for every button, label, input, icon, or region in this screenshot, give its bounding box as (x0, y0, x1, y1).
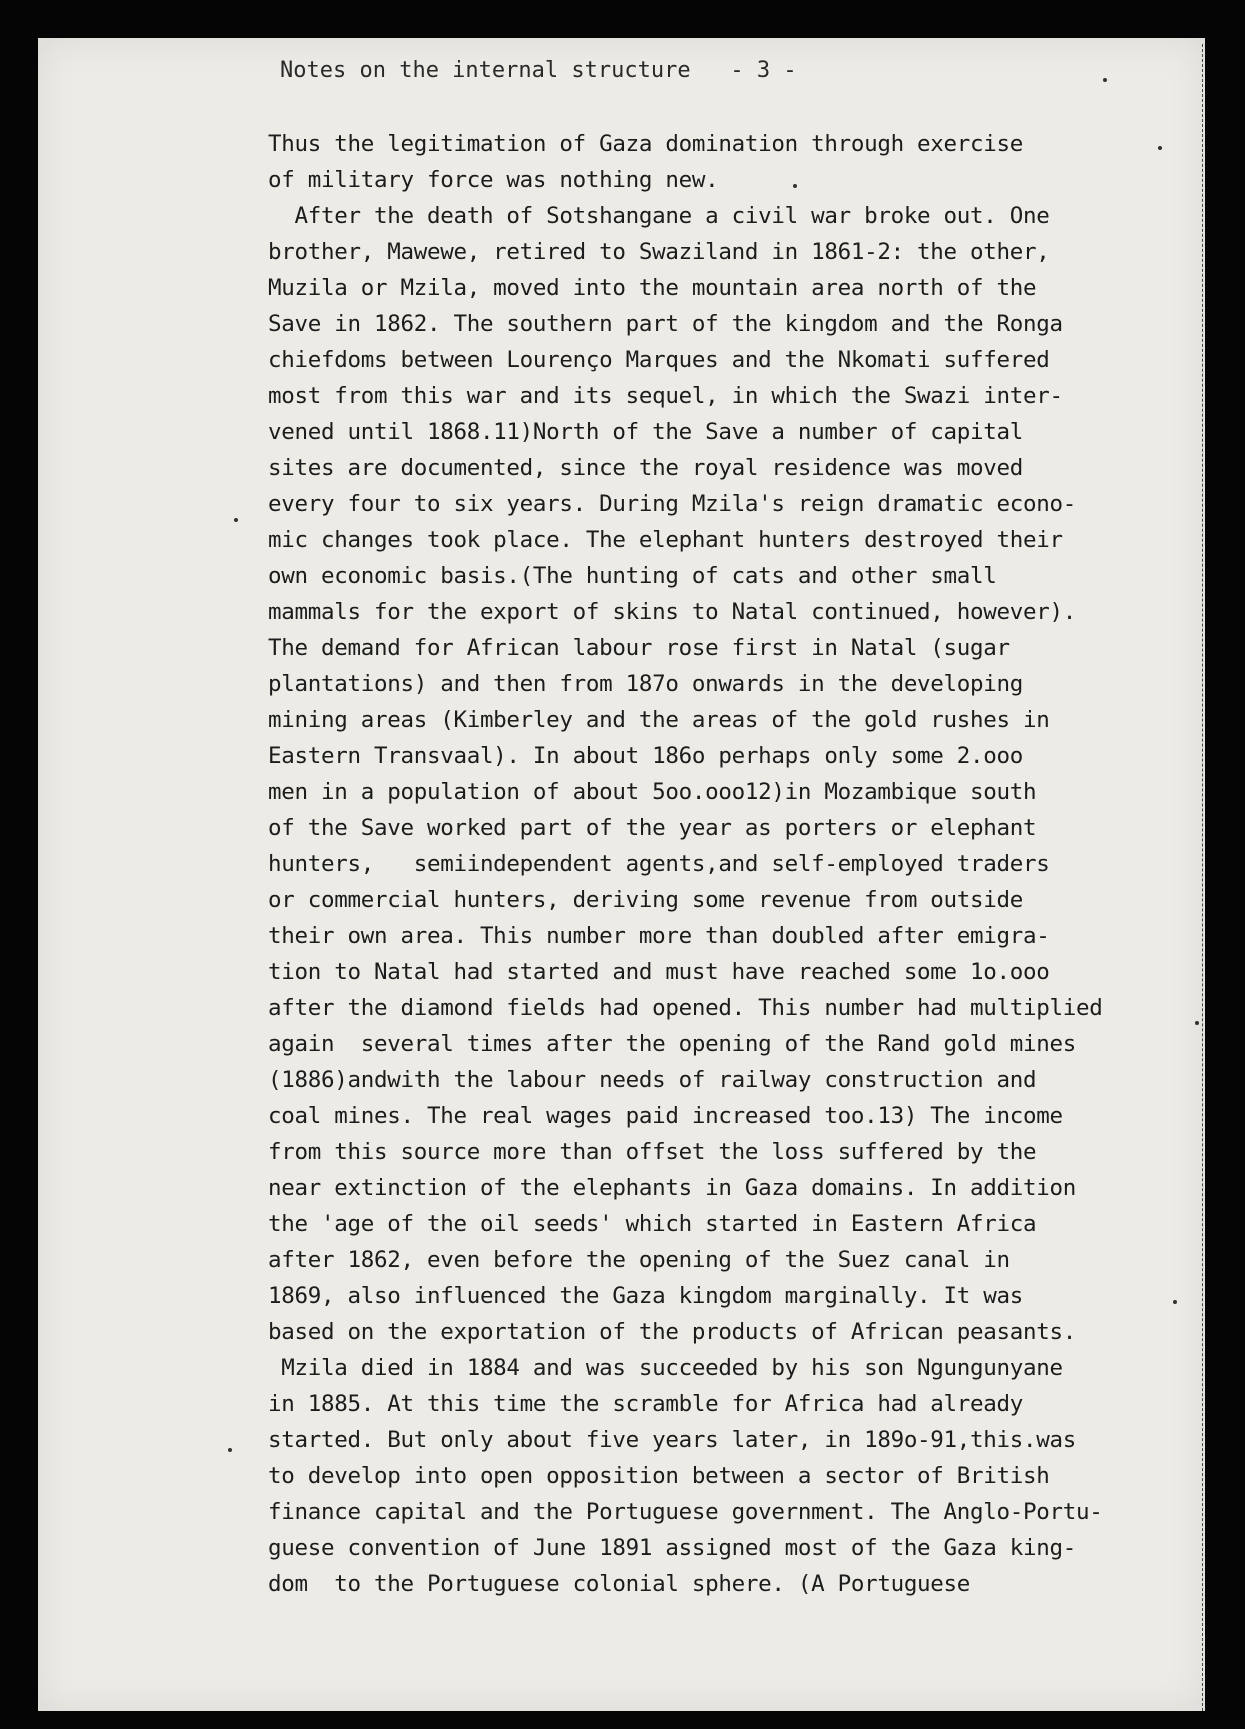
text-line: own economic basis.(The hunting of cats and other small (268, 563, 997, 589)
text-line: vened until 1868.11)North of the Save a number of capital (268, 419, 1024, 445)
body-text (268, 126, 1148, 1602)
ink-speck (1173, 1300, 1177, 1304)
text-line: (1886)andwith the labour needs of railway construction and (268, 1067, 1037, 1093)
text-line: tion to Natal had started and must have reached some 1o.ooo (268, 959, 1050, 985)
typewritten-page (38, 38, 1205, 1711)
text-line: 1869, also influenced the Gaza kingdom marginally. It was (268, 1283, 1024, 1309)
text-line: coal mines. The real wages paid increased too.13) The income (268, 1103, 1063, 1129)
text-line: started. But only about five years later, in 189o-91,this.was (268, 1427, 1077, 1453)
ink-speck (234, 518, 238, 522)
text-line: every four to six years. During Mzila's reign dramatic econo- (268, 491, 1077, 517)
text-line: chiefdoms between Lourenço Marques and the Nkomati suffered (268, 347, 1050, 373)
text-line: After the death of Sotshangane a civil war broke out. One (268, 203, 1050, 229)
text-line: guese convention of June 1891 assigned most of the Gaza king- (268, 1535, 1077, 1561)
page-header: Notes on the internal structure - 3 - (280, 58, 797, 83)
text-line: finance capital and the Portuguese government. The Anglo-Portu- (268, 1499, 1103, 1525)
text-line: mining areas (Kimberley and the areas of the gold rushes in (268, 707, 1050, 733)
text-line: The demand for African labour rose first in Natal (sugar (268, 635, 1010, 661)
text-line: or commercial hunters, deriving some revenue from outside (268, 887, 1024, 913)
text-line: men in a population of about 5oo.ooo12)in Mozambique south (268, 779, 1037, 805)
text-line: to develop into open opposition between a sector of British (268, 1463, 1050, 1489)
ink-speck (228, 1448, 232, 1452)
text-line: of the Save worked part of the year as porters or elephant (268, 815, 1037, 841)
text-line: hunters, semiindependent agents,and self-employed traders (268, 851, 1050, 877)
text-line: from this source more than offset the loss suffered by the (268, 1139, 1037, 1165)
text-line: near extinction of the elephants in Gaza domains. In addition (268, 1175, 1077, 1201)
ink-speck (1103, 78, 1107, 82)
text-line: Mzila died in 1884 and was succeeded by his son Ngungunyane (268, 1355, 1063, 1381)
text-line: of military force was nothing new. (268, 167, 719, 193)
text-line: the 'age of the oil seeds' which started in Eastern Africa (268, 1211, 1037, 1237)
ink-speck (793, 184, 797, 188)
text-line: Muzila or Mzila, moved into the mountain area north of the (268, 275, 1037, 301)
text-line: again several times after the opening of the Rand gold mines (268, 1031, 1077, 1057)
text-line: plantations) and then from 187o onwards in the developing (268, 671, 1024, 697)
text-line: mic changes took place. The elephant hunters destroyed their (268, 527, 1063, 553)
text-line: Eastern Transvaal). In about 186o perhaps only some 2.ooo (268, 743, 1024, 769)
text-line: based on the exportation of the products of African peasants. (268, 1319, 1077, 1345)
text-line: most from this war and its sequel, in which the Swazi inter- (268, 383, 1063, 409)
text-line: after the diamond fields had opened. This number had multiplied (268, 995, 1103, 1021)
ink-speck (1158, 146, 1162, 150)
text-line: in 1885. At this time the scramble for Africa had already (268, 1391, 1024, 1417)
text-line: mammals for the export of skins to Natal continued, however). (268, 599, 1077, 625)
ink-speck (1195, 1021, 1199, 1025)
text-line: sites are documented, since the royal residence was moved (268, 455, 1024, 481)
margin-rule (1202, 44, 1204, 1711)
text-line: Thus the legitimation of Gaza domination through exercise (268, 131, 1024, 157)
text-line: dom to the Portuguese colonial sphere. (A Portuguese (268, 1571, 971, 1597)
text-line: their own area. This number more than doubled after emigra- (268, 923, 1050, 949)
text-line: Save in 1862. The southern part of the kingdom and the Ronga (268, 311, 1063, 337)
text-line: brother, Mawewe, retired to Swaziland in 1861-2: the other, (268, 239, 1050, 265)
text-line: after 1862, even before the opening of the Suez canal in (268, 1247, 1010, 1273)
